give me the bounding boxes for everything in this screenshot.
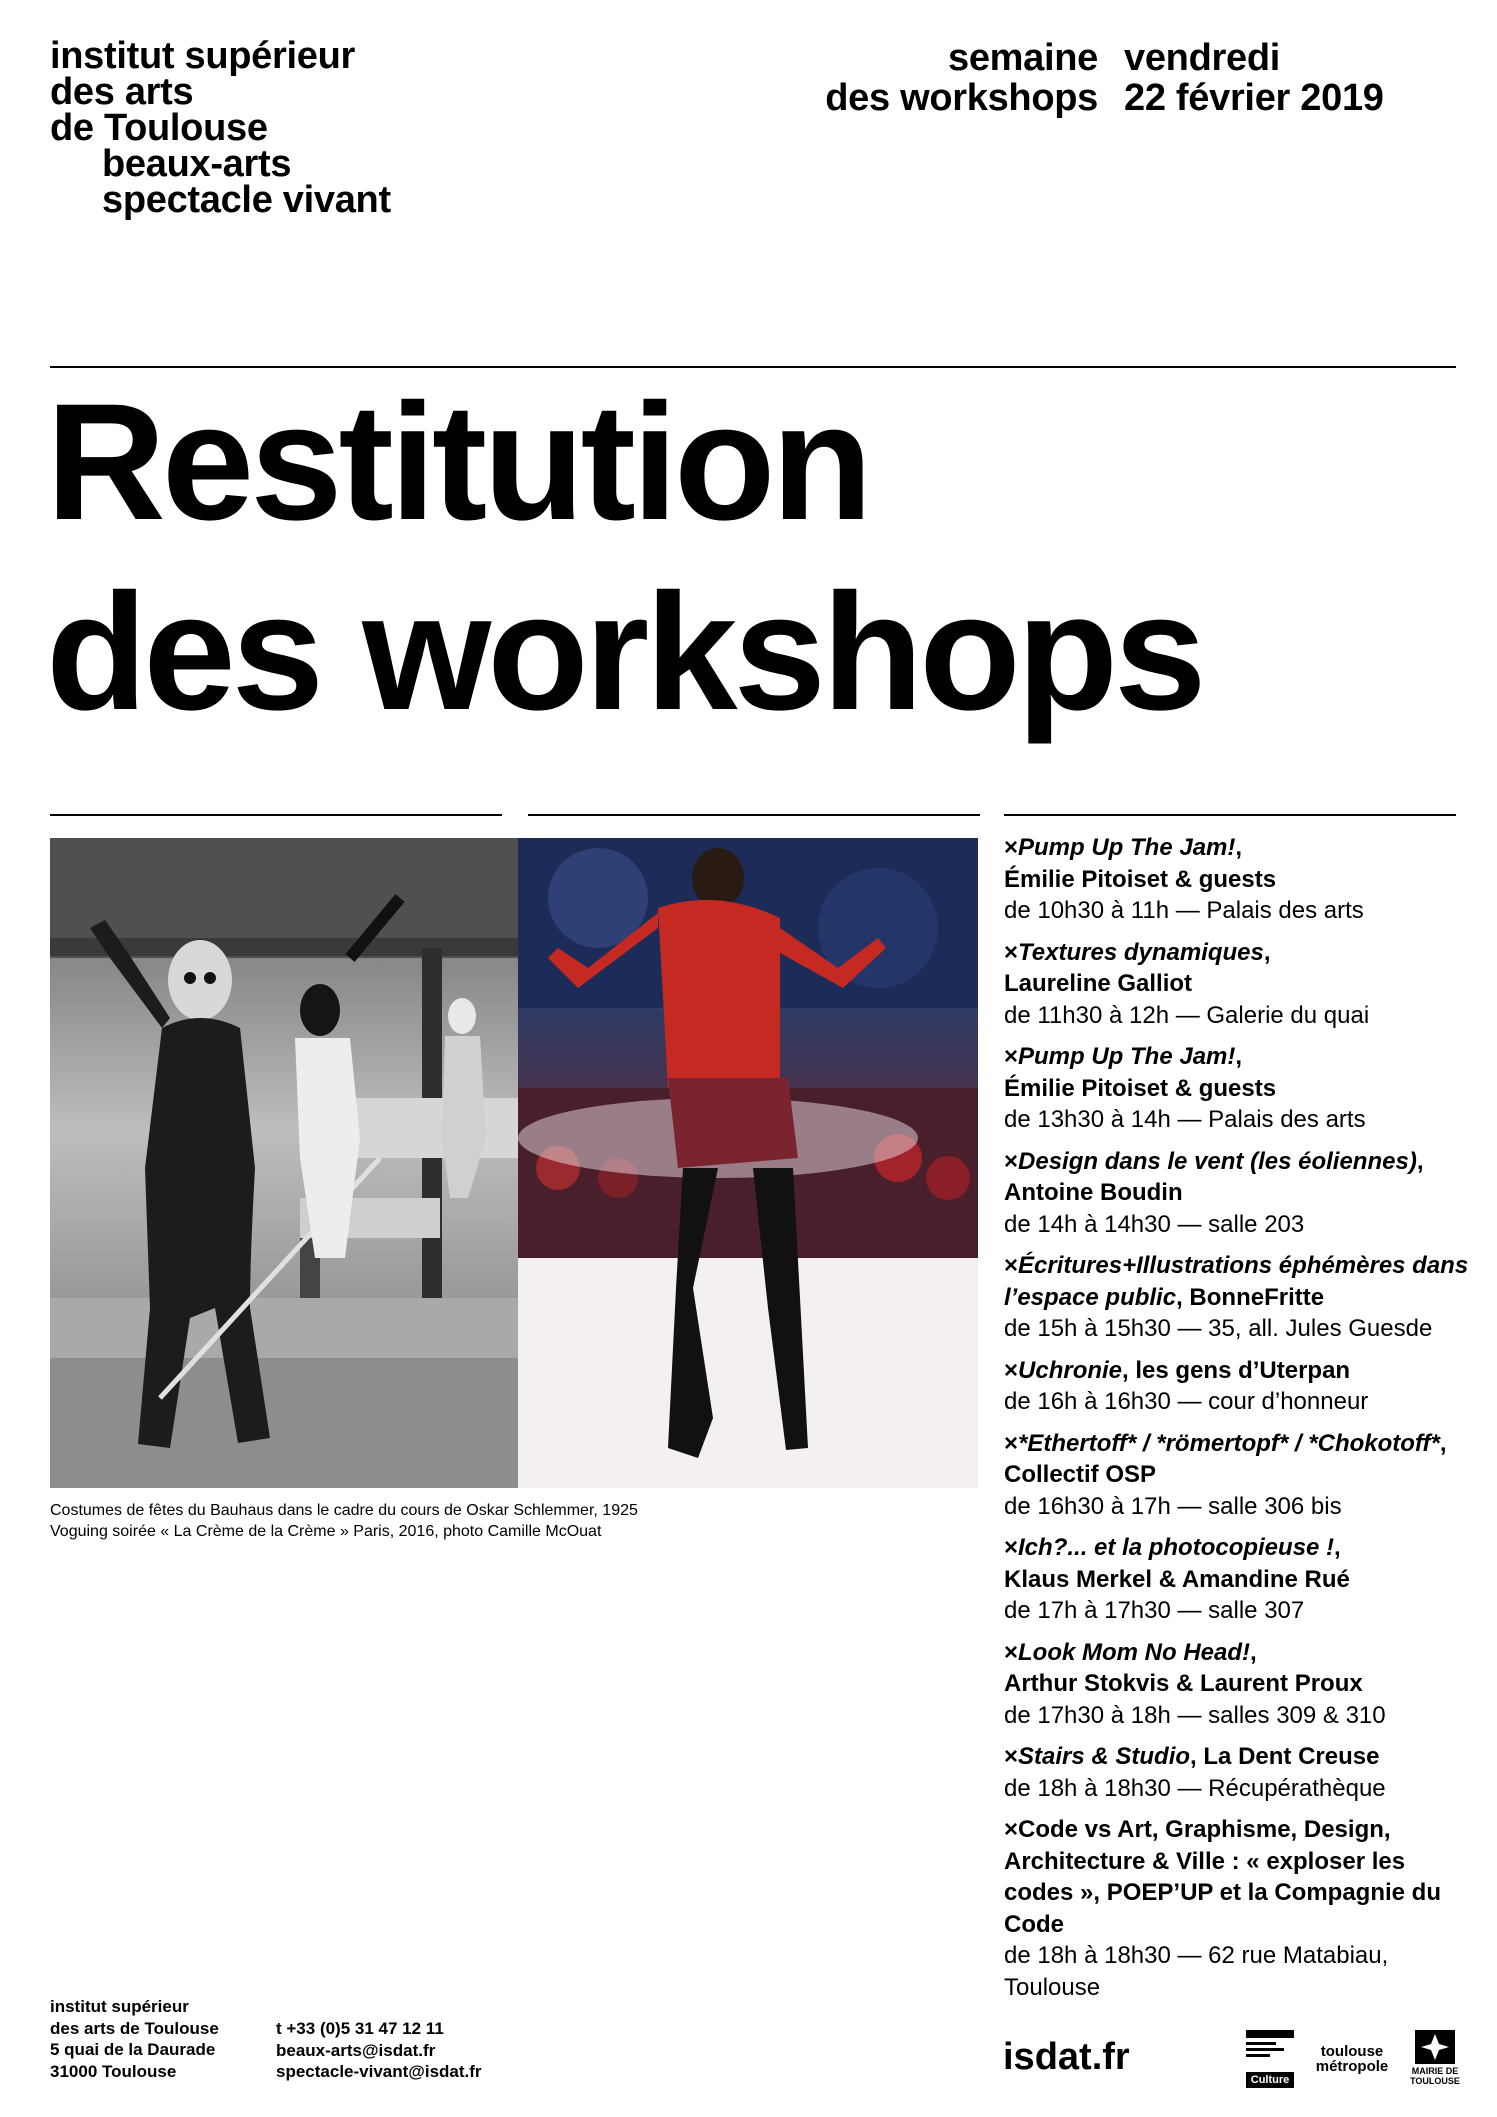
workshop-people: Collectif OSP xyxy=(1004,1461,1157,1488)
workshop-title: Uchronie xyxy=(1018,1356,1123,1384)
event-line: des workshops xyxy=(825,77,1098,119)
workshop-heading xyxy=(1004,1532,1474,1564)
separator: , xyxy=(1439,1429,1447,1457)
address-line: 5 quai de la Daurade xyxy=(50,2040,216,2059)
workshop-title: Design dans le vent (les éoliennes) xyxy=(1018,1147,1417,1175)
separator: , xyxy=(1416,1147,1424,1175)
divider xyxy=(1004,814,1456,816)
workshop-schedule: de 18h à 18h30 — 62 rue Matabiau, Toulouse xyxy=(1004,1942,1389,2001)
event-date xyxy=(1124,38,1464,118)
workshop-heading xyxy=(1004,1741,1474,1773)
workshop-item xyxy=(1004,1532,1474,1627)
workshop-item xyxy=(1004,1741,1474,1804)
workshop-schedule: de 17h30 à 18h — salles 309 & 310 xyxy=(1004,1701,1386,1729)
divider xyxy=(528,814,980,816)
event-line: semaine xyxy=(948,37,1098,79)
workshop-item xyxy=(1004,1041,1474,1136)
workshop-item xyxy=(1004,832,1474,927)
institution-line: beaux-arts xyxy=(102,143,292,185)
title-line: des workshops xyxy=(46,560,1203,745)
workshop-schedule: de 15h à 15h30 — 35, all. Jules Guesde xyxy=(1004,1315,1433,1342)
toulouse-metropole-logo: toulouse métropole xyxy=(1315,2043,1389,2075)
workshop-item xyxy=(1004,1428,1474,1523)
workshop-schedule: de 16h30 à 17h — salle 306 bis xyxy=(1004,1492,1342,1520)
workshop-people: Klaus Merkel & Amandine Rué xyxy=(1004,1565,1350,1593)
separator: , xyxy=(1250,1638,1257,1666)
separator: , xyxy=(1235,834,1243,861)
institution-line: de Toulouse xyxy=(50,107,268,149)
workshop-title: *Ethertoff* / *römertopf* / *Chokotoff* xyxy=(1018,1429,1440,1457)
workshop-schedule: de 10h30 à 11h — Palais des arts xyxy=(1004,897,1364,924)
workshop-title: Look Mom No Head! xyxy=(1018,1638,1251,1666)
workshop-heading xyxy=(1004,832,1474,864)
cross-icon: × xyxy=(1004,1043,1019,1070)
workshop-people: Émilie Pitoiset & guests xyxy=(1004,1074,1277,1102)
workshop-title: Ich?... et la photocopieuse ! xyxy=(1018,1534,1335,1561)
cross-icon: × xyxy=(1004,1147,1019,1175)
title-line: Restitution xyxy=(46,370,869,555)
separator: , xyxy=(1235,1043,1243,1070)
workshop-title: Pump Up The Jam! xyxy=(1018,834,1236,861)
cross-icon: × xyxy=(1004,1816,1019,1843)
address-line: 31000 Toulouse xyxy=(50,2061,177,2081)
institution-line: institut supérieur xyxy=(50,35,355,77)
culture-logo xyxy=(1246,2030,1294,2094)
workshop-title: Stairs & Studio xyxy=(1018,1743,1191,1770)
divider xyxy=(50,814,502,816)
poster-title xyxy=(46,368,1202,748)
workshop-heading xyxy=(1004,937,1474,969)
workshop-title: Écritures+Illustrations éphémères dans l’espace public xyxy=(1004,1252,1469,1311)
workshop-title: Textures dynamiques xyxy=(1018,938,1264,966)
footer-address xyxy=(50,1996,219,2082)
mairie-toulouse-cross-icon xyxy=(1415,2030,1455,2064)
workshop-schedule: de 11h30 à 12h — Galerie du quai xyxy=(1004,1001,1370,1029)
workshop-heading xyxy=(1004,1814,1474,1940)
workshop-title: Pump Up The Jam! xyxy=(1018,1043,1236,1070)
cross-icon: × xyxy=(1004,938,1019,966)
separator: , xyxy=(1176,1283,1183,1311)
workshop-schedule: de 18h à 18h30 — Récupérathèque xyxy=(1004,1774,1386,1802)
institution-name xyxy=(50,35,391,221)
email-link[interactable]: beaux-arts@isdat.fr xyxy=(276,2040,436,2060)
institution-line: spectacle vivant xyxy=(102,179,391,221)
institution-line: des arts xyxy=(50,71,194,113)
photo-caption xyxy=(50,1500,638,1542)
address-line: institut supérieur xyxy=(50,1997,189,2016)
cross-icon: × xyxy=(1004,1429,1019,1457)
workshop-heading xyxy=(1004,1041,1474,1073)
workshop-people: Laureline Galliot xyxy=(1004,970,1193,997)
bauhaus-photo xyxy=(50,838,518,1488)
workshop-schedule: de 16h à 16h30 — cour d’honneur xyxy=(1004,1388,1369,1415)
email-link[interactable]: spectacle-vivant@isdat.fr xyxy=(276,2062,482,2081)
workshop-people: Arthur Stokvis & Laurent Proux xyxy=(1004,1670,1363,1697)
separator: , xyxy=(1122,1356,1129,1384)
workshop-heading xyxy=(1004,1146,1474,1178)
workshop-item xyxy=(1004,937,1474,1032)
cross-icon: × xyxy=(1004,1356,1019,1384)
workshop-schedule: de 13h30 à 14h — Palais des arts xyxy=(1004,1106,1366,1133)
workshop-heading xyxy=(1004,1637,1474,1669)
caption-line: Voguing soirée « La Crème de la Crème » Paris, 2016, photo Camille McOuat xyxy=(50,1523,602,1540)
workshop-people: les gens d’Uterpan xyxy=(1128,1356,1351,1384)
event-date-line: 22 février 2019 xyxy=(1124,77,1384,119)
event-date-line: vendredi xyxy=(1124,37,1280,79)
workshop-item xyxy=(1004,1250,1474,1345)
cross-icon: × xyxy=(1004,1252,1019,1279)
workshop-people: La Dent Creuse xyxy=(1196,1743,1380,1770)
separator: , xyxy=(1334,1534,1341,1561)
workshop-heading xyxy=(1004,1250,1474,1313)
workshop-item xyxy=(1004,1146,1474,1241)
workshop-schedule: de 17h à 17h30 — salle 307 xyxy=(1004,1597,1305,1624)
workshop-program xyxy=(1004,832,1474,2013)
address-line: des arts de Toulouse xyxy=(50,2018,219,2038)
cross-icon: × xyxy=(1004,1638,1019,1666)
voguing-photo xyxy=(518,838,978,1488)
workshop-schedule: de 14h à 14h30 — salle 203 xyxy=(1004,1210,1305,1238)
phone-number: t +33 (0)5 31 47 12 11 xyxy=(276,2019,444,2038)
workshop-people: BonneFritte xyxy=(1182,1283,1325,1311)
cross-icon: × xyxy=(1004,834,1019,861)
workshop-heading xyxy=(1004,1355,1474,1387)
workshop-item xyxy=(1004,1637,1474,1732)
cross-icon: × xyxy=(1004,1534,1019,1561)
mairie-toulouse-logo xyxy=(1410,2030,1460,2086)
event-name xyxy=(808,38,1098,118)
bauhaus-photo-illustration xyxy=(50,838,518,1488)
mairie-logo-text: MAIRIE DE TOULOUSE xyxy=(1410,2066,1460,2086)
workshop-people: Antoine Boudin xyxy=(1004,1179,1183,1206)
voguing-photo-illustration xyxy=(518,838,978,1488)
separator: , xyxy=(1263,938,1271,966)
separator: , xyxy=(1190,1743,1197,1770)
workshop-people: Émilie Pitoiset & guests xyxy=(1004,865,1277,893)
workshop-item xyxy=(1004,1814,1474,2003)
website-link[interactable]: isdat.fr xyxy=(1003,2036,1130,2078)
footer-contact xyxy=(276,2018,482,2083)
workshop-item xyxy=(1004,1355,1474,1418)
workshop-people: Code vs Art, Graphisme, Design, Architecture & Ville : « exploser les codes », POEP’UP et la Compagnie du Code xyxy=(1004,1816,1442,1938)
workshop-heading xyxy=(1004,1428,1474,1491)
cross-icon: × xyxy=(1004,1743,1019,1770)
culture-logo-text: Culture xyxy=(1246,2072,1294,2088)
caption-line: Costumes de fêtes du Bauhaus dans le cadre du cours de Oskar Schlemmer, 1925 xyxy=(50,1502,638,1519)
culture-logo-mark xyxy=(1246,2030,1294,2070)
